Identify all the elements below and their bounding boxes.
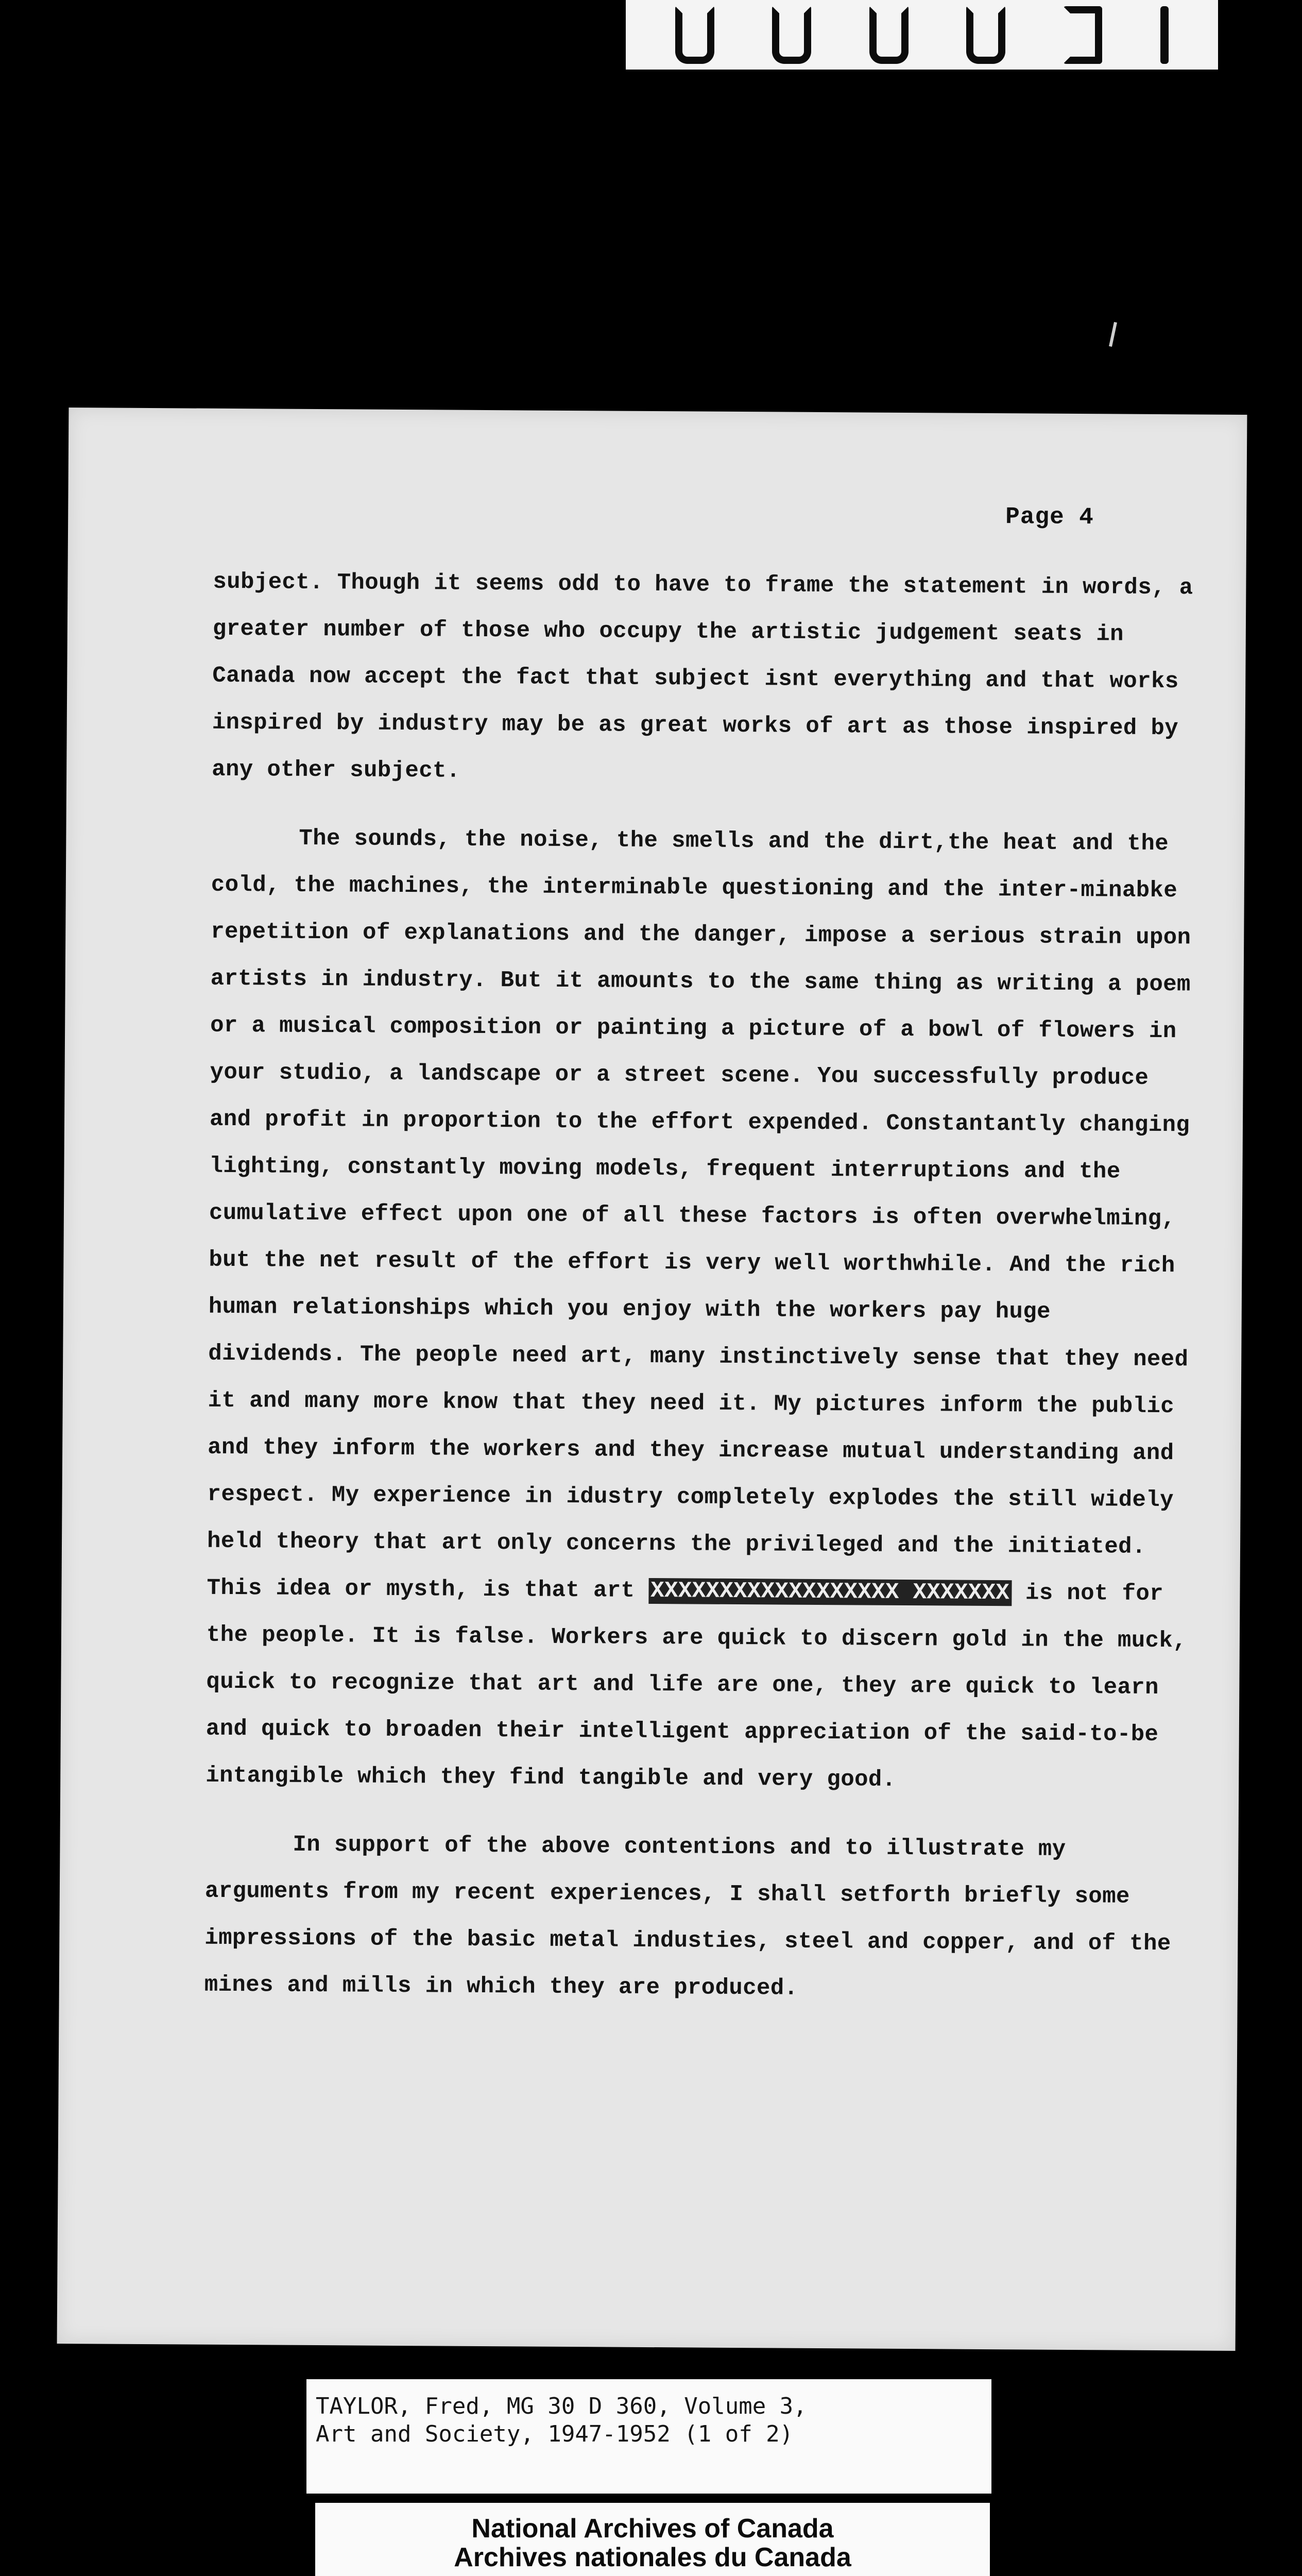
archive-name-french: Archives nationales du Canada	[454, 2543, 851, 2572]
frame-digit	[869, 6, 909, 64]
struck-out-text: XXXXXXXXXXXXXXXXXX XXXXXXX	[648, 1578, 1012, 1606]
paragraph: subject. Though it seems odd to have to frame the statement in words, a greater number of those who occupy the artistic judgement seats in Canada now accept the fact that subject isnt everything and that works inspired by industry may be as great works of art as those inspired by any other subject.	[212, 569, 1193, 784]
paragraph	[205, 815, 1201, 1806]
archive-label	[315, 2503, 990, 2576]
catalog-label	[306, 2379, 991, 2494]
paragraph: In support of the above contentions and to illustrate my arguments from my recent experiences, I shall setforth briefly some impressions of the basic metal industies, steel and copper, and of the mines and mills in which they are produced.	[204, 1832, 1171, 2002]
document-page	[57, 408, 1247, 2351]
page-number: Page 4	[1005, 503, 1094, 531]
frame-digit	[1160, 6, 1169, 64]
paragraph-text: is not for the people. It is false. Workers are quick to discern gold in the muck, quick to recognize that art and life are one, they are quick to learn and quick to broaden their intelligent appreciation of the said-to-be intangible which they find tangible and very good.	[205, 1580, 1187, 1793]
paragraph-text: The sounds, the noise, the smells and the dirt,the heat and the cold, the machines, the interminable questioning and the inter-minabke repetition of explanations and the danger, impose a serious strain upon artists in industry. But it amounts to the same thing as writing a poem or a musical composition or painting a picture of a bowl of flowers in your studio, a landscape or a street scene. You successfully produce and profit in proportion to the effort expended. Constantantly changing lighting, constantly moving models, frequent interruptions and the cumulative effect upon one of all these factors is often overwhelming, but the net result of the effort is very well worthwhile. And the rich human relationships which you enjoy with the workers pay huge dividends. The people need art, many instinctively sense that they need it and many more know that they need it. My pictures inform the public and they inform the workers and they increase mutual understanding and respect. My experience in idustry completely explodes the still widely held theory that art only concerns the privileged and the initiated. This idea or mysth, is that art	[207, 825, 1191, 1604]
frame-digit	[772, 6, 811, 64]
film-scratch	[1109, 322, 1117, 347]
frame-digit	[966, 6, 1005, 64]
catalog-line: TAYLOR, Fred, MG 30 D 360, Volume 3,	[316, 2393, 807, 2419]
frame-digit	[1063, 6, 1102, 64]
archive-name-english: National Archives of Canada	[471, 2514, 834, 2544]
frame-counter	[626, 0, 1218, 70]
document-body	[204, 559, 1202, 2015]
catalog-line: Art and Society, 1947-1952 (1 of 2)	[316, 2421, 794, 2447]
frame-digit	[675, 6, 714, 64]
